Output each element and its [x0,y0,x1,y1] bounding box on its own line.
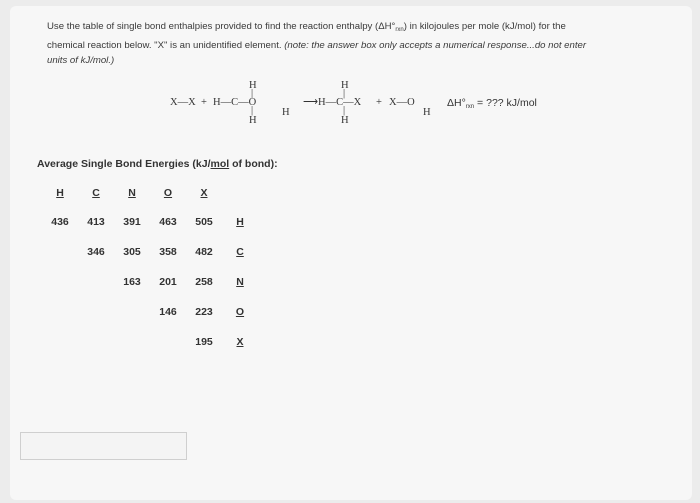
row-header-c: C [236,246,244,258]
bond-value: 391 [123,216,141,228]
product-ch3x: H—C—X [318,97,362,108]
h-oh-reactant: H [282,107,290,118]
question-line-1: Use the table of single bond enthalpies provided to find the reaction enthalpy (ΔH° [47,21,396,32]
bond-top-product: | [343,88,346,99]
question-note-2: units of kJ/mol.) [47,55,115,66]
row-header-x: X [236,336,244,348]
table-title: Average Single Bond Energies (kJ/mol of bond): [37,158,278,170]
reaction-arrow: ⟶ [303,97,319,108]
bond-value: 482 [195,246,213,258]
col-header-h: H [56,187,64,199]
h-oh-product: H [423,107,431,118]
bond-top-reactant: | [251,88,254,99]
bond-value: 146 [159,306,177,318]
bond-value: 346 [87,246,105,258]
row-header-o: O [235,306,245,318]
bond-value: 195 [195,336,213,348]
h-top-reactant: H [249,80,257,91]
bond-bottom-reactant: | [251,105,254,116]
col-header-c: C [92,187,100,199]
col-header-n: N [128,187,136,199]
bond-value: 223 [195,306,213,318]
plus-sign-2: + [376,97,382,108]
bond-value: 436 [51,216,69,228]
col-header-o: O [163,187,173,199]
h-bottom-product: H [341,115,349,126]
bond-value: 163 [123,276,141,288]
question-note: (note: the answer box only accepts a numerical response...do not enter [284,40,587,51]
h-bottom-reactant: H [249,115,257,126]
bond-value: 258 [195,276,213,288]
question-text [47,19,677,68]
row-header-h: H [236,216,244,228]
reactant-x2: X—X [170,97,196,108]
bond-value: 505 [195,216,213,228]
question-line-2: chemical reaction below. "X" is an unidentified element. [47,40,282,51]
delta-h-label: $\Delta H^\circ_{rxn}$ = ??? kJ/mol [447,97,537,110]
answer-input[interactable] [20,432,187,460]
bond-value: 201 [159,276,177,288]
h-top-product: H [341,80,349,91]
product-xoh: X—O [389,97,415,108]
bond-value: 413 [87,216,105,228]
question-line-1-end: ) in kilojoules per mole (kJ/mol) for the [403,21,566,32]
bond-value: 305 [123,246,141,258]
bond-bottom-product: | [343,105,346,116]
bond-value: 463 [159,216,177,228]
col-header-x: X [200,187,208,199]
plus-sign: + [201,97,207,108]
bond-value: 358 [159,246,177,258]
rxn-subscript: rxn [395,27,404,33]
row-header-n: N [236,276,244,288]
reactant-methanol: H—C—O [213,97,257,108]
